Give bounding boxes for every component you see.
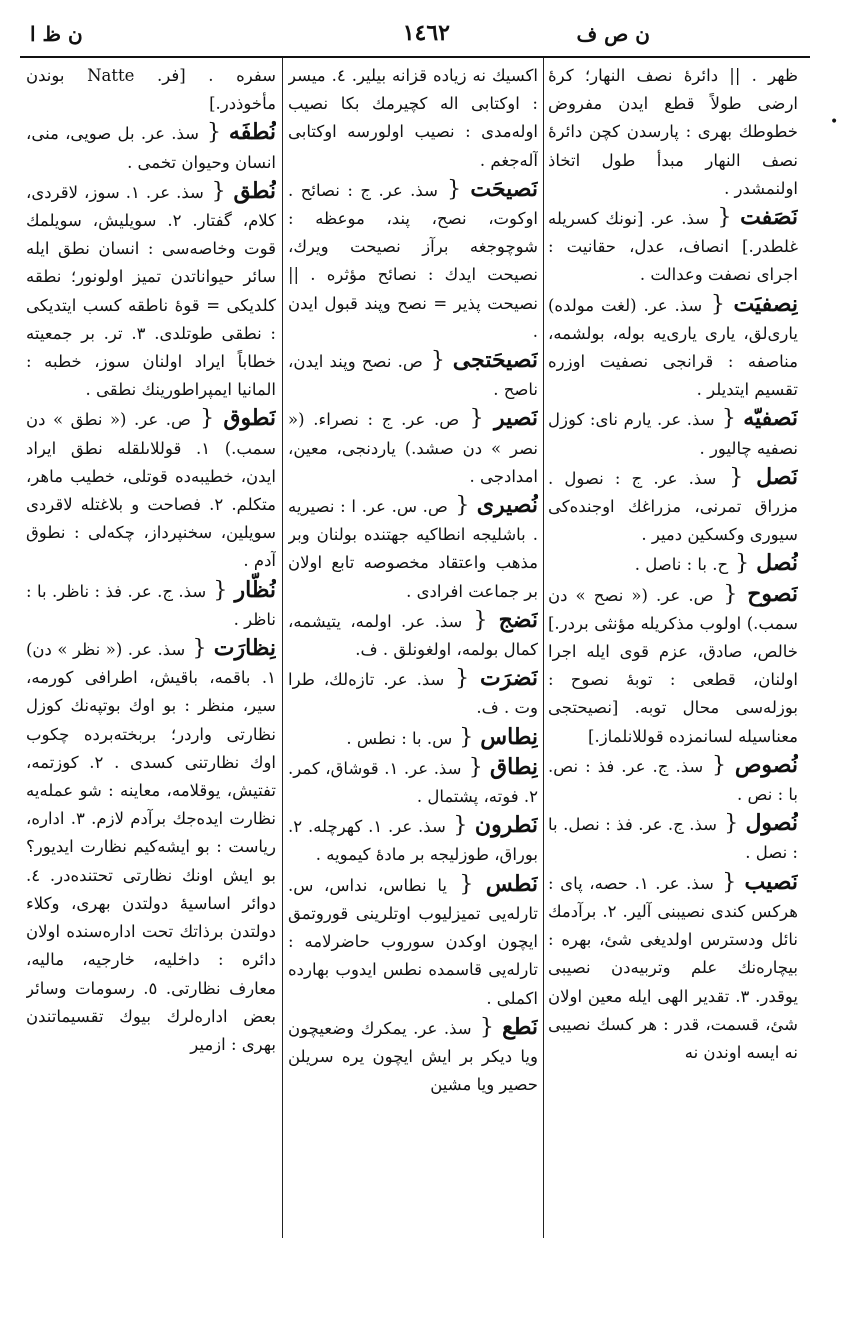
entry-brace: { xyxy=(203,178,234,204)
entry-headword: نُصول xyxy=(745,810,798,837)
entry-brace: { xyxy=(713,581,748,607)
entry-definition: سذ. عر. ج : نصائح . اوكوت، نصح، پند، موعظه : شوچوجغه برآز نصيحت ويرك، نصيحت ايدك : نصائح مؤثره . || نصيحت پذير = نصح وپند قبول ايدن . xyxy=(288,180,538,341)
entry-headword: نَصيحَتجى xyxy=(452,347,538,374)
entry-brace: { xyxy=(708,205,741,231)
dictionary-entry xyxy=(548,463,798,550)
entry-definition: سذ. عر. يمكرك وضعيچون ويا ديكر بر ايش ايچون يره سريلن حصير ويا مشين xyxy=(288,1018,538,1095)
entry-brace: { xyxy=(185,636,214,662)
entry-headword: نُصل xyxy=(756,550,798,577)
entry-headword: نِظارَت xyxy=(213,635,276,662)
entry-definition: ص. س. عر. ا : نصيريه . باشليجه انطاكيه جهتنده بولنان وبر مذهب واعتقاد مخصوصه تابع اولان بر جماعت افرادى . xyxy=(288,497,538,601)
dictionary-entry xyxy=(548,809,798,867)
dictionary-entry xyxy=(548,868,798,1067)
dictionary-entry xyxy=(288,870,538,1013)
entry-brace: { xyxy=(445,813,475,839)
page-number: ١٤٦٢ xyxy=(402,20,450,46)
dictionary-entry xyxy=(26,177,276,405)
entry-definition: سذ. عر. ج : نصول . مزراق تمرنى، مزراغك اوجنده‌كى سيورى وكسكين دمير . xyxy=(548,468,798,545)
entry-definition: سذ. ج. عر. فذ : ناظر. با : ناظر . xyxy=(26,581,276,629)
entry-brace: { xyxy=(452,724,481,750)
entry-headword: نِصفيَت xyxy=(733,290,798,317)
dictionary-entry xyxy=(288,664,538,722)
header-letters-right: ن ص ف xyxy=(576,22,650,46)
dictionary-entry xyxy=(26,118,276,176)
entry-definition: ص. عر. (« نصح » دن سمب.) اولوب مذكريله مؤنثى بردر.] خالص، صادق، عزم قوى ايله اجرا اولنان، قطعى : توبهٔ نصوح : بوزله‌سى محال توبه. [نصيحتجى معناسيله لسانمزده قوللانلماز.] xyxy=(548,585,798,746)
entry-definition: ص. عر. ج : نصراء. (« نصر » دن صشد.) ياردنجى، معين، امدادجى . xyxy=(288,410,538,486)
entry-definition: سذ. عر. بل صويى، منى، انسان وحيوان تخمى . xyxy=(26,124,276,172)
entry-headword: نَضج xyxy=(498,606,538,633)
entry-definition: سذ. ج. عر. فذ : نصل. با : نصل . xyxy=(548,815,798,863)
dictionary-entry xyxy=(548,62,798,203)
entry-headword: نُصوص xyxy=(734,751,798,778)
dictionary-entry xyxy=(548,290,798,405)
dictionary-entry xyxy=(288,491,538,606)
entry-definition: يا نطاس، نداس، س. تارله‌يى تميزليوب اوتلرينى قوروتمق ايچون اوكدن سوروب حاضرلامه : تارله‌يى قاسمده نطس ايدوب بهارده اكملى . xyxy=(288,875,538,1008)
entry-definition: سذ. عر. ١. كهرچله. ٢. بوراق، طوزليجه بر مادهٔ كيمويه . xyxy=(288,817,538,865)
entry-brace: { xyxy=(714,406,744,432)
column-divider-right xyxy=(543,58,544,1238)
dictionary-entry xyxy=(288,175,538,346)
entry-definition: سذ. عر. ١. سوز، لاقردى، كلام، گفتار. ٢. سويليش، سويلمك قوت وخاصه‌سى : انسان نطق ايله سائر حيواناتدن تميز اولونور؛ نطقه كلديكى = قوهٔ ناطقه كسب ايتديكى : نطقى طوتلدى. ٣. تر. بر جمعيته خطاباً ايراد اولنان سوز، خطبه : المانيا ايمپراطورينك نطقى . xyxy=(26,182,276,400)
entry-brace: { xyxy=(190,406,224,432)
entry-definition: سذ. عر. (لغت مولده) يارى‌لق، يارى يارى‌يه بوله، بولشمه، مناصفه : قرانجى نصفيت اوزره تقسيم ايتديلر . xyxy=(548,295,798,400)
dictionary-entry xyxy=(548,404,798,462)
dictionary-entry xyxy=(288,753,538,811)
dictionary-entry xyxy=(548,580,798,751)
entry-brace: { xyxy=(446,871,486,897)
entry-headword: نَطرون xyxy=(474,812,538,839)
entry-headword: نَضرَت xyxy=(479,665,538,692)
dictionary-entry xyxy=(548,203,798,290)
entry-brace: { xyxy=(461,754,491,780)
dictionary-entry xyxy=(288,811,538,869)
entry-headword: نَطع xyxy=(502,1013,538,1040)
entry-headword: نَصوح xyxy=(747,580,798,607)
dictionary-entry xyxy=(26,404,276,575)
entry-brace: { xyxy=(471,1014,503,1040)
entry-headword: نِطاس xyxy=(480,723,538,750)
entry-definition: سذ. ج. عر. فذ : نص. با : نص . xyxy=(548,756,798,805)
dictionary-entry xyxy=(26,62,276,118)
entry-brace: { xyxy=(437,176,471,202)
entry-headword: نَصل xyxy=(756,463,798,490)
entry-headword: نُصيرى xyxy=(476,492,538,519)
column-divider-left xyxy=(282,58,283,1238)
entry-definition: ص. عر. (« نطق » دن سمب.) ١. قوللاىلقله نطق ايراد ايدن، خطيبه‌ده قوتلى، خطيب ماهر، متكلم. ٢. فصاحت و بلاغتله لاقردى سويلين، سخنپرداز، چكه‌لى : نطوق آدم . xyxy=(26,410,276,571)
dictionary-entry xyxy=(548,549,798,579)
entry-headword: نُظّار xyxy=(234,576,276,603)
dictionary-entry xyxy=(288,1013,538,1100)
header-rule xyxy=(20,56,810,58)
entry-brace: { xyxy=(422,348,453,374)
dictionary-entry xyxy=(26,576,276,634)
page-header xyxy=(20,14,820,54)
entry-brace: { xyxy=(728,551,757,577)
entry-brace: { xyxy=(717,811,746,837)
entry-brace: { xyxy=(462,607,499,633)
entry-headword: نَصيب xyxy=(744,868,798,895)
margin-mark: • xyxy=(830,114,839,130)
entry-definition: سذ. عر. [نونك كسريله غلطدر.] انصاف، عدل، حقانيت : اجرای نصفت وعدالت . xyxy=(548,209,798,285)
entry-headword: نَصير xyxy=(494,405,538,432)
entry-definition: سذ. عر. اولمه، يتيشمه، كمال بولمه، اولغونلق . ف. xyxy=(288,611,538,660)
dictionary-entry xyxy=(548,751,798,809)
entry-brace: { xyxy=(713,869,745,895)
entry-headword: نَصفيّه xyxy=(743,405,798,432)
column-middle xyxy=(288,62,538,1242)
entry-definition: سفره . [فر. Natte بوندن مأخوذدر.] xyxy=(26,66,276,114)
dictionary-entry xyxy=(288,404,538,491)
entry-headword: نُطفَه xyxy=(228,119,276,146)
entry-definition: سذ. عر. ١. قوشاق، كمر. ٢. فوته، پشتمال . xyxy=(288,758,538,807)
entry-brace: { xyxy=(702,291,734,317)
entry-brace: { xyxy=(703,752,735,778)
column-left xyxy=(26,62,276,1242)
entry-brace: { xyxy=(716,464,757,490)
entry-brace: { xyxy=(459,406,495,432)
entry-headword: نَطس xyxy=(485,870,538,897)
dictionary-entry xyxy=(288,606,538,664)
entry-definition: سذ. عر. تازه‌لك، طرا وت . ف. xyxy=(288,670,538,718)
entry-definition: سذ. عر. ١. حصه، پاى : هركس كندى نصيبنى آلير. ٢. برآدمك نائل ودسترس اولديغى شئ، بهره : بيچاره‌نك علم وتربيه‌دن نصيبى يوقدر. ٣. تقدير الهى ايله معين اولان شئ، قسمت، قدر : هر كسك نصيبى نه ايسه اوندن نه xyxy=(548,873,798,1062)
entry-definition: ح. با : ناصل . xyxy=(634,555,729,575)
entry-definition: سذ. عر. (« نظر » دن) ١. باقمه، باقيش، اطرافى كورمه، سير، منظر : بو اوك بوتپه‌نك كوزل نظارتى واردر؛ بربخته‌برده چكوب اوك نظارتنى كسدى . ٢. كوزتمه، تفتيش، يوقلامه، معاينه : شو عمله‌يه نظارت ايده‌جك برآدم لازم. ٣. اداره، رياست : بو ايشه‌كيم نظارت ايديور؟ بو ايش اونك نظارتى تحتنده‌در. ٤. دوائر اساسيهٔ دولتدن بهرى، وكلاء دولتدن برذاتك تحت اداره‌سنده اولان دائره : داخليه، خارجيه، ماليه، معارف نظارتى. ٥. رسومات وسائر بعض اداره‌لرك بيوك تقسيماتندن بهرى : ازمير xyxy=(26,640,276,1054)
entry-definition: ظهر . || دائرهٔ نصف النهار؛ كرهٔ ارضی طولاً قطع ایدن مفروض خطوطك بهری : پارسدن كچن دائرهٔ نصف النهار مبدأ طول اتخاذ اولنمشدر . xyxy=(548,66,798,198)
entry-headword: نُطق xyxy=(233,177,276,204)
column-right xyxy=(548,62,798,1242)
dictionary-entry xyxy=(288,723,538,753)
dictionary-entry xyxy=(288,62,538,175)
entry-definition: ص. نصح وپند ايدن، ناصح . xyxy=(288,352,538,400)
entry-brace: { xyxy=(206,577,235,603)
entry-definition: س. با : نطس . xyxy=(346,728,453,748)
entry-headword: نَطوق xyxy=(223,405,276,432)
entry-headword: نَصيحَت xyxy=(470,175,538,202)
header-letters-left: ن ظ ا xyxy=(30,22,83,46)
entry-brace: { xyxy=(198,120,229,146)
entry-definition: اكسيك نه زياده قزانه بيلير. ٤. ميسر : اوكتابى اله كچيرمك بكا نصيب اوله‌مدى : نصيب اولورسه اوكتابى آله‌جغم . xyxy=(288,66,538,170)
entry-brace: { xyxy=(447,493,477,519)
dictionary-entry xyxy=(288,346,538,404)
entry-definition: سذ. عر. يارم ناى: كوزل نصفيه چاليور . xyxy=(548,410,798,458)
entry-headword: نَصَفت xyxy=(740,204,798,231)
entry-headword: نِطاق xyxy=(490,753,538,780)
entry-brace: { xyxy=(444,666,480,692)
dictionary-entry xyxy=(26,634,276,1059)
